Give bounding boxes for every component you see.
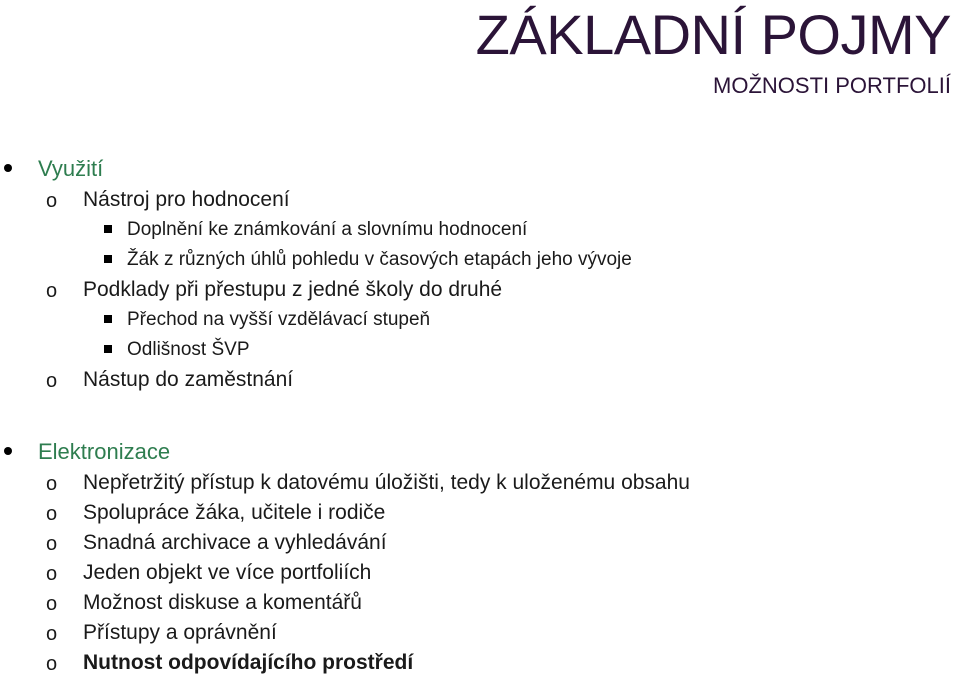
sub-list-item-text: Odlišnost ŠVP (127, 339, 250, 360)
circle-bullet-icon: o (46, 533, 58, 555)
sub-list-item (0, 305, 959, 335)
list-item-text: Možnost diskuse a komentářů (83, 591, 362, 614)
list-item (0, 648, 959, 678)
sub-list-item-text: Žák z různých úhlů pohledu v časových etapách jeho vývoje (127, 249, 632, 270)
round-bullet-icon (4, 447, 12, 455)
circle-bullet-icon: o (46, 370, 58, 392)
list-item (0, 558, 959, 588)
list-item (0, 528, 959, 558)
list-item-text: Snadná archivace a vyhledávání (83, 531, 387, 554)
sub-list-item-text: Přechod na vyšší vzdělávací stupeň (127, 309, 431, 330)
circle-bullet-icon: o (46, 280, 58, 302)
list-item-text: Přístupy a oprávnění (83, 621, 277, 644)
sub-list-item-text: Doplnění ke známkování a slovnímu hodnocení (127, 219, 528, 240)
list-item (0, 498, 959, 528)
list-item (0, 185, 959, 215)
section-heading: Elektronizace (38, 439, 171, 464)
list-item (0, 468, 959, 498)
list-item-text: Nepřetržitý přístup k datovému úložišti, tedy k uloženému obsahu (83, 471, 690, 494)
section-heading-row (0, 153, 959, 185)
list-item-text: Jeden objekt ve více portfoliích (83, 561, 372, 584)
list-item-text: Podklady při přestupu z jedné školy do druhé (83, 278, 503, 301)
sub-list-item (0, 245, 959, 275)
section-vyuziti (0, 153, 959, 395)
circle-bullet-icon: o (46, 563, 58, 585)
section-elektronizace (0, 436, 959, 678)
list-item-text: Nástup do zaměstnání (83, 368, 294, 391)
square-bullet-icon (104, 345, 112, 353)
list-item-text: Nástroj pro hodnocení (83, 188, 290, 211)
circle-bullet-icon: o (46, 593, 58, 615)
square-bullet-icon (104, 315, 112, 323)
circle-bullet-icon: o (46, 503, 58, 525)
section-heading-row (0, 436, 959, 468)
sub-list-item (0, 335, 959, 365)
square-bullet-icon (104, 255, 112, 263)
list-item-text: Nutnost odpovídajícího prostředí (83, 651, 414, 674)
circle-bullet-icon: o (46, 473, 58, 495)
circle-bullet-icon: o (46, 623, 58, 645)
list-item-text: Spolupráce žáka, učitele i rodiče (83, 501, 386, 524)
list-item (0, 275, 959, 305)
sub-list-item (0, 215, 959, 245)
list-item (0, 618, 959, 648)
square-bullet-icon (104, 225, 112, 233)
list-item (0, 365, 959, 395)
list-item (0, 588, 959, 618)
slide-title: ZÁKLADNÍ POJMY (475, 3, 951, 66)
section-heading: Využití (38, 156, 104, 181)
slide-subtitle: MOŽNOSTI PORTFOLIÍ (713, 73, 951, 98)
circle-bullet-icon: o (46, 653, 58, 675)
round-bullet-icon (4, 164, 12, 172)
circle-bullet-icon: o (46, 190, 58, 212)
